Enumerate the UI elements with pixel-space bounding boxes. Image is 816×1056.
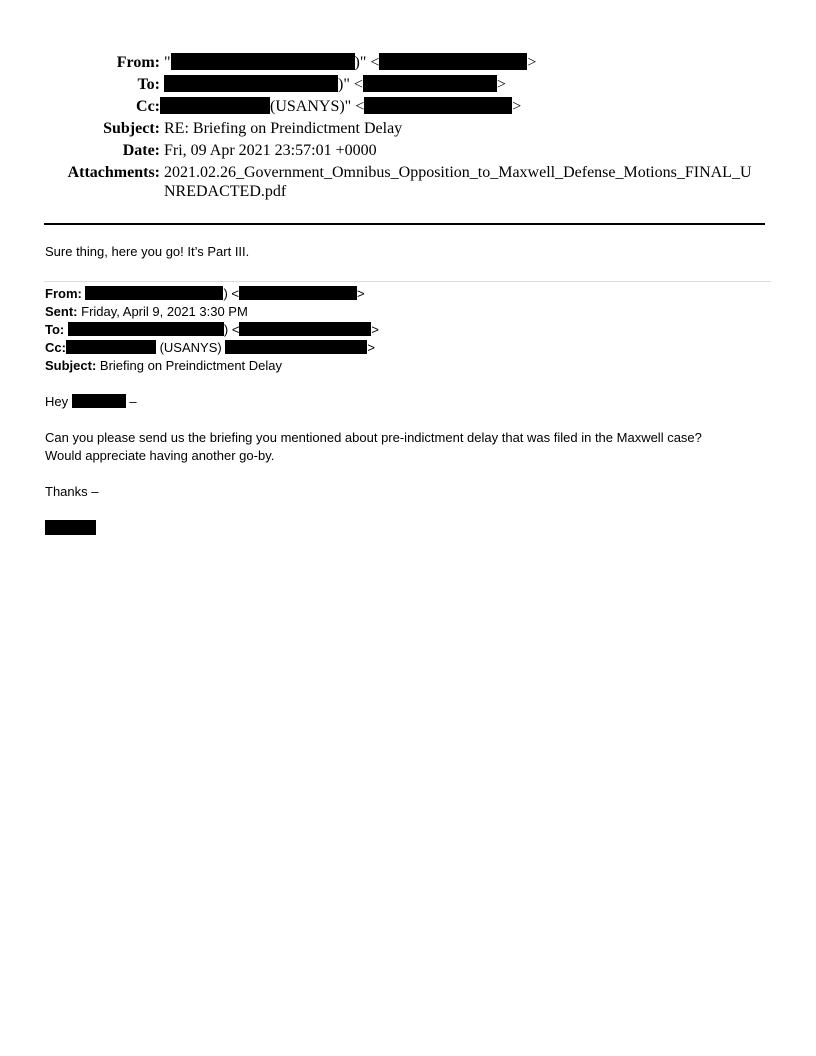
redaction-block xyxy=(171,53,355,70)
greeting-end: – xyxy=(129,394,137,409)
quoted-subject-value: Briefing on Preindictment Delay xyxy=(99,358,283,373)
greeting-line xyxy=(45,393,137,411)
quoted-cc-mid: (USANYS) xyxy=(159,340,222,355)
quoted-divider xyxy=(44,281,771,282)
quoted-to-mid: ) < xyxy=(223,322,240,337)
request-paragraph-line2: Would appreciate having another go-by. xyxy=(45,448,275,463)
quoted-subject-label: Subject: xyxy=(45,358,97,373)
date-value: Fri, 09 Apr 2021 23:57:01 +0000 xyxy=(164,142,377,159)
quoted-to-end: > xyxy=(371,322,380,337)
closing-line: Thanks – xyxy=(45,484,99,499)
redaction-block xyxy=(363,75,497,92)
quoted-sent-label: Sent: xyxy=(45,304,78,319)
quoted-subject-row xyxy=(45,357,282,375)
to-label: To: xyxy=(137,76,160,93)
quoted-cc-end: > xyxy=(367,340,375,355)
attachment-filename-line1[interactable]: 2021.02.26_Government_Omnibus_Opposition_to_Maxwell_Defense_Motions_FINAL_U xyxy=(164,164,752,181)
from-value xyxy=(164,53,536,73)
attachment-filename-line2[interactable]: NREDACTED.pdf xyxy=(164,183,287,200)
date-label: Date: xyxy=(122,142,160,159)
from-quote-close: )" < xyxy=(354,54,380,71)
header-subject-row xyxy=(0,119,816,139)
header-from-row xyxy=(0,53,816,73)
header-date-row xyxy=(0,141,816,161)
redaction-block xyxy=(66,340,156,354)
redaction-block xyxy=(72,394,126,408)
quoted-sent-value: Friday, April 9, 2021 3:30 PM xyxy=(81,304,248,319)
subject-value: RE: Briefing on Preindictment Delay xyxy=(164,120,403,137)
greeting-start: Hey xyxy=(45,394,69,409)
request-paragraph-line1: Can you please send us the briefing you mentioned about pre-indictment delay that was filed in the Maxwell case? xyxy=(45,430,702,445)
quoted-to-label: To: xyxy=(45,322,65,337)
quoted-cc-row xyxy=(45,339,375,357)
from-quote: " xyxy=(164,54,171,71)
cc-end: > xyxy=(512,98,522,115)
quoted-from-end: > xyxy=(357,286,365,301)
from-label: From: xyxy=(116,54,160,71)
to-value xyxy=(164,75,506,95)
redaction-block xyxy=(239,322,371,336)
from-end: > xyxy=(527,54,537,71)
redaction-block xyxy=(239,286,357,300)
header-cc-row xyxy=(0,97,816,117)
reply-text: Sure thing, here you go! It’s Part III. xyxy=(45,244,250,259)
redaction-block xyxy=(379,53,527,70)
redaction-block xyxy=(68,322,224,336)
redaction-block xyxy=(225,340,367,354)
quoted-cc-label: Cc: xyxy=(45,340,66,355)
cc-mid: (USANYS)" < xyxy=(270,98,365,115)
redaction-block xyxy=(364,97,512,114)
redaction-block xyxy=(164,75,338,92)
quoted-to-row xyxy=(45,321,379,339)
quoted-sent-row xyxy=(45,303,248,321)
quoted-from-row xyxy=(45,285,365,303)
header-to-row xyxy=(0,75,816,95)
header-attachments-row xyxy=(0,163,816,183)
header-divider xyxy=(44,223,765,225)
quoted-from-label: From: xyxy=(45,286,82,301)
cc-value xyxy=(160,97,521,117)
signature xyxy=(45,520,96,538)
quoted-from-mid: ) < xyxy=(223,286,240,301)
subject-label: Subject: xyxy=(103,120,160,137)
header-attachments-row-2 xyxy=(0,182,816,202)
cc-label: Cc: xyxy=(136,98,160,115)
to-end: > xyxy=(496,76,506,93)
attachments-label: Attachments: xyxy=(67,164,160,181)
redaction-block xyxy=(45,520,96,535)
redaction-block xyxy=(85,286,223,300)
to-quote-close: )" < xyxy=(338,76,363,93)
redaction-block xyxy=(160,97,270,114)
